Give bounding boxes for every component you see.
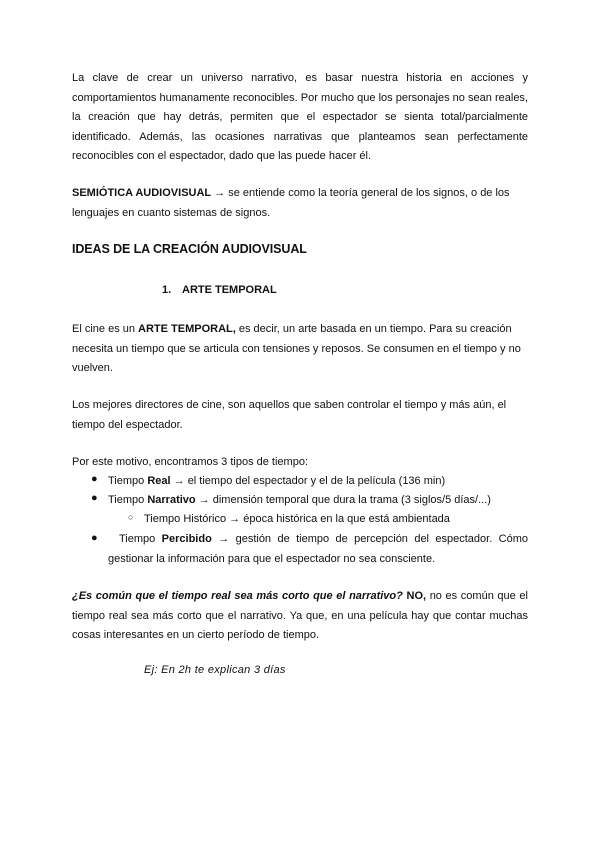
- bullet-text: → dimensión temporal que dura la trama (3 siglos/5 días/...): [195, 494, 491, 506]
- arte-temporal-rest: es decir, un arte basada en un tiempo. Para su creación necesita un tiempo que se articula con tensiones y reposos. Se consumen en el tiempo y no vuelven.: [72, 323, 521, 374]
- subsection-heading: [162, 284, 277, 296]
- bullet-marker: ●: [91, 532, 98, 544]
- answer-text: no es común que el tiempo real sea más corto que el narrativo. Ya que, en una película hay que contar muchas cosas interesantes en un cierto período de tiempo.: [72, 590, 528, 641]
- semiotica-definition: → se entiende como la teoría general de los signos, o de los lenguajes en cuanto sistemas de signos.: [72, 187, 510, 219]
- bullet-marker: ●: [91, 492, 98, 504]
- sub-bullet-marker: ○: [128, 512, 134, 522]
- paragraph-time-types-intro: Por este motivo, encontramos 3 tipos de tiempo:: [72, 456, 309, 468]
- question-text: ¿Es común que el tiempo real sea más corto que el narrativo?: [72, 590, 403, 602]
- section-heading: IDEAS DE LA CREACIÓN AUDIOVISUAL: [72, 242, 307, 256]
- term-semiotica: SEMIÓTICA AUDIOVISUAL: [72, 187, 212, 199]
- answer-no: NO,: [402, 590, 427, 602]
- bullet-text: → gestión de tiempo de percepción del espectador. Cómo gestionar la información para que el espectador no sea consciente.: [108, 533, 529, 565]
- term-arte-temporal: ARTE TEMPORAL,: [138, 323, 236, 335]
- example-note: Ej: En 2h te explican 3 días: [144, 664, 286, 676]
- paragraph-narrative-universe: La clave de crear un universo narrativo, es basar nuestra historia en acciones y comportamientos humanamente reconocibles. Por mucho que los personajes no sean reales, la creación que hay detrás, permiten que el espectador se sienta total/parcialmente identificado. Además, las ocasiones narrativas que planteamos sean perfectamente reconocibles con el espectador, dado que las puede hacer él.: [72, 72, 528, 162]
- paragraph-question: [72, 587, 528, 646]
- bullet-text: → el tiempo del espectador y el de la película (136 min): [170, 475, 446, 487]
- term-narrativo: Narrativo: [147, 494, 196, 506]
- bullet-prefix: Tiempo: [108, 475, 148, 487]
- subsection-number: 1.: [162, 284, 172, 296]
- bullet-marker: ●: [91, 473, 98, 485]
- arte-temporal-intro: El cine es un: [72, 323, 139, 335]
- bullet-prefix: Tiempo: [108, 494, 148, 506]
- sub-bullet-tiempo-historico: Tiempo Histórico → época histórica en la que está ambientada: [144, 513, 450, 525]
- paragraph-directors: Los mejores directores de cine, son aquellos que saben controlar el tiempo y más aún, el tiempo del espectador.: [72, 399, 507, 431]
- bullet-tiempo-percibido: [108, 530, 528, 569]
- term-percibido: Percibido: [161, 533, 212, 545]
- term-real: Real: [147, 475, 171, 487]
- paragraph-semiotica: [72, 184, 528, 223]
- paragraph-arte-temporal: [72, 320, 528, 379]
- bullet-tiempo-narrativo: [108, 491, 491, 511]
- bullet-prefix: Tiempo: [119, 533, 162, 545]
- subsection-title: ARTE TEMPORAL: [182, 284, 277, 296]
- bullet-tiempo-real: [108, 472, 445, 492]
